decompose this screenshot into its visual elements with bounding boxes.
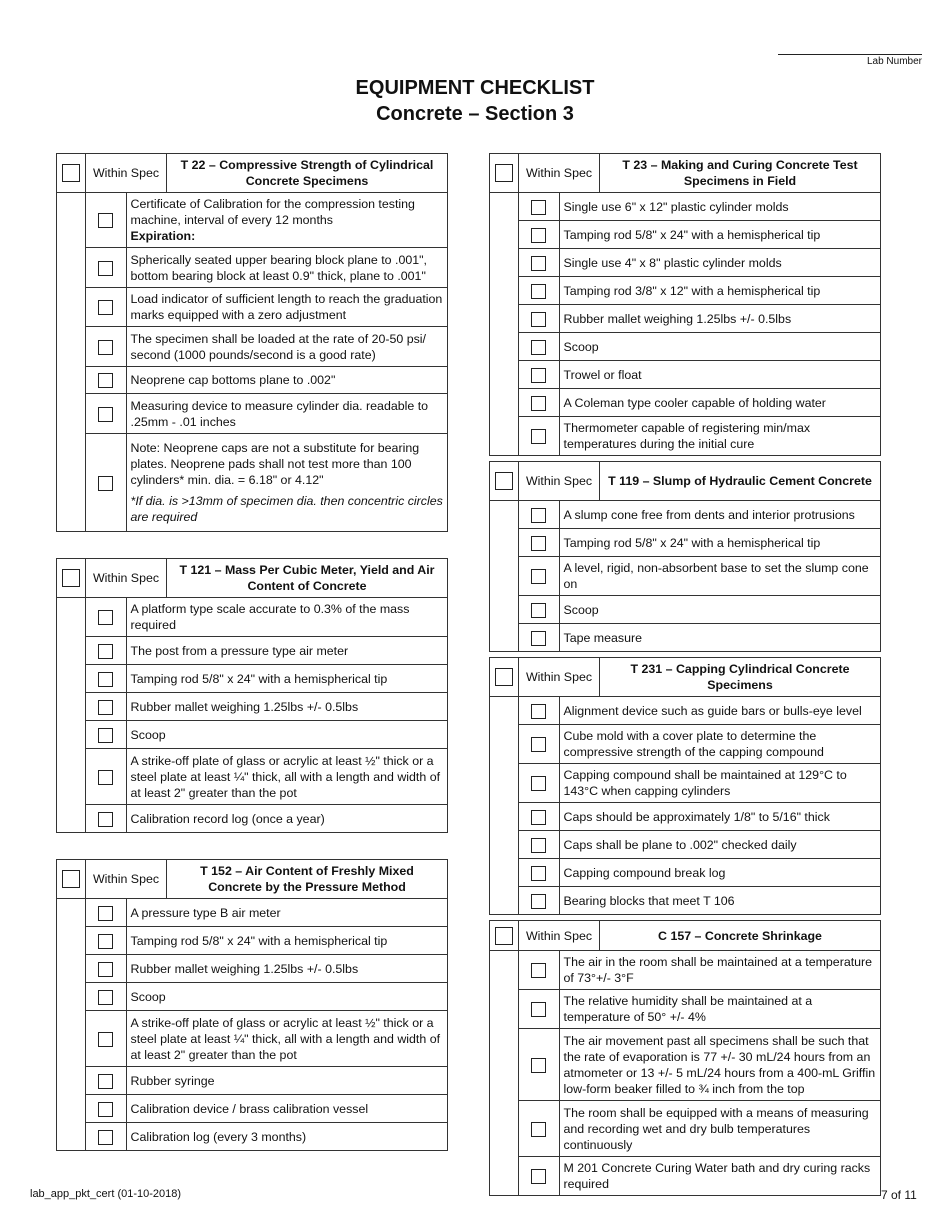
within-spec-label: Within Spec [86,154,167,193]
item-checkbox[interactable] [98,962,113,977]
checklist-item: M 201 Concrete Curing Water bath and dry curing racks required [559,1157,881,1196]
within-spec-label: Within Spec [519,658,600,697]
checklist-item: Neoprene cap bottoms plane to .002" [126,367,448,394]
checklist-item: Tamping rod 5/8" x 24" with a hemispherical tip [559,221,881,249]
item-checkbox[interactable] [98,700,113,715]
within-spec-label: Within Spec [86,860,167,899]
section-t231-checkbox[interactable] [495,668,513,686]
item-checkbox[interactable] [98,213,113,228]
checklist-item: Scoop [559,596,881,624]
item-checkbox[interactable] [531,963,546,978]
within-spec-label: Within Spec [86,559,167,598]
checklist-item: A strike-off plate of glass or acrylic at least ½" thick or a steel plate at least ¼" thick, all with a length and width of at least 2" greater than the pot [126,1011,448,1067]
checklist-item: Alignment device such as guide bars or bulls-eye level [559,697,881,725]
checklist-item: Caps should be approximately 1/8" to 5/16" thick [559,803,881,831]
item-checkbox[interactable] [531,368,546,383]
checklist-item: Scoop [126,721,448,749]
item-checkbox[interactable] [531,810,546,825]
checklist-item: A strike-off plate of glass or acrylic at least ½" thick or a steel plate at least ¼" thick, all with a length and width of at least 2" greater than the pot [126,749,448,805]
checklist-item: Calibration log (every 3 months) [126,1123,448,1151]
section-t22-checkbox[interactable] [62,164,80,182]
section-t23-title: T 23 – Making and Curing Concrete Test Specimens in Field [600,154,881,193]
checklist-item: Rubber mallet weighing 1.25lbs +/- 0.5lbs [126,693,448,721]
checklist-item: The room shall be equipped with a means of measuring and recording wet and dry bulb temperatures continuously [559,1101,881,1157]
item-checkbox[interactable] [531,429,546,444]
checklist-item: Tape measure [559,624,881,652]
checklist-item: The air movement past all specimens shall be such that the rate of evaporation is 77 +/- 30 mL/24 hours from an atmometer or 13 +/- 5 mL/24 hours from a 400-mL Griffin low-form beaker filled to ¾ inch from the top [559,1029,881,1101]
item-checkbox[interactable] [98,261,113,276]
item-checkbox[interactable] [98,906,113,921]
checklist-item: Tamping rod 5/8" x 24" with a hemispherical tip [559,529,881,557]
checklist-item: Single use 6" x 12" plastic cylinder molds [559,193,881,221]
item-checkbox[interactable] [531,737,546,752]
section-c157-title: C 157 – Concrete Shrinkage [600,921,881,951]
checklist-item: Certificate of Calibration for the compression testing machine, interval of every 12 months Expiration: [126,193,448,248]
checklist-item: Scoop [559,333,881,361]
section-t22-title: T 22 – Compressive Strength of Cylindrical Concrete Specimens [167,154,448,193]
item-checkbox[interactable] [98,407,113,422]
item-checkbox[interactable] [531,569,546,584]
checklist-item: A level, rigid, non-absorbent base to set the slump cone on [559,557,881,596]
checklist-item: Load indicator of sufficient length to reach the graduation marks equipped with a zero adjustment [126,288,448,327]
section-t119 [489,461,881,652]
section-t152 [56,859,448,1151]
section-c157 [489,920,881,1196]
item-checkbox[interactable] [531,776,546,791]
item-checkbox[interactable] [531,894,546,909]
section-t231-title: T 231 – Capping Cylindrical Concrete Specimens [600,658,881,697]
item-checkbox[interactable] [98,1032,113,1047]
section-t231 [489,657,881,915]
item-checkbox[interactable] [98,990,113,1005]
within-spec-label: Within Spec [519,462,600,501]
checklist-item: Rubber mallet weighing 1.25lbs +/- 0.5lbs [126,955,448,983]
page-subtitle: Concrete – Section 3 [376,103,574,125]
checklist-item: Thermometer capable of registering min/max temperatures during the initial cure [559,417,881,456]
checklist-item: The air in the room shall be maintained at a temperature of 73°+/- 3°F [559,951,881,990]
item-checkbox[interactable] [531,838,546,853]
form-id: lab_app_pkt_cert (01-10-2018) [30,1188,182,1200]
item-checkbox[interactable] [531,631,546,646]
checklist-item: A slump cone free from dents and interior protrusions [559,501,881,529]
item-checkbox[interactable] [98,373,113,388]
item-checkbox[interactable] [98,672,113,687]
item-checkbox[interactable] [531,603,546,618]
checklist-item: Measuring device to measure cylinder dia. readable to .25mm - .01 inches [126,394,448,434]
item-checkbox[interactable] [98,644,113,659]
checklist-item: Calibration record log (once a year) [126,805,448,833]
item-checkbox[interactable] [531,396,546,411]
item-checkbox[interactable] [531,536,546,551]
section-t119-checkbox[interactable] [495,472,513,490]
checklist-item: Note: Neoprene caps are not a substitute for bearing plates. Neoprene pads shall not test more than 100 cylinders* min. dia. = 6.18" or 4.12" *If dia. is >13mm of specimen dia. then concentric circles are required [126,434,448,532]
item-checkbox[interactable] [531,228,546,243]
section-t23-checkbox[interactable] [495,164,513,182]
item-checkbox[interactable] [531,1122,546,1137]
checklist-item: Capping compound shall be maintained at 129°C to 143°C when capping cylinders [559,764,881,803]
checklist-item: Calibration device / brass calibration vessel [126,1095,448,1123]
page-title: EQUIPMENT CHECKLIST [355,77,595,99]
lab-number-line[interactable] [778,54,922,55]
item-checkbox[interactable] [98,1130,113,1145]
item-checkbox[interactable] [98,340,113,355]
item-checkbox[interactable] [531,256,546,271]
section-t121 [56,558,448,833]
item-checkbox[interactable] [98,476,113,491]
checklist-item: A Coleman type cooler capable of holding water [559,389,881,417]
checklist-item: Caps shall be plane to .002" checked daily [559,831,881,859]
section-c157-checkbox[interactable] [495,927,513,945]
item-checkbox[interactable] [531,704,546,719]
item-checkbox[interactable] [531,340,546,355]
item-checkbox[interactable] [98,812,113,827]
left-column [56,153,448,1151]
item-checkbox[interactable] [98,1102,113,1117]
item-checkbox[interactable] [531,1169,546,1184]
item-checkbox[interactable] [531,312,546,327]
checklist-item: Trowel or float [559,361,881,389]
item-checkbox[interactable] [98,728,113,743]
checklist-item: Rubber syringe [126,1067,448,1095]
item-checkbox[interactable] [531,866,546,881]
checklist-item: The specimen shall be loaded at the rate of 20-50 psi/ second (1000 pounds/second is a good rate) [126,327,448,367]
section-t121-title: T 121 – Mass Per Cubic Meter, Yield and Air Content of Concrete [167,559,448,598]
within-spec-label: Within Spec [519,154,600,193]
item-checkbox[interactable] [98,934,113,949]
checklist-item: The relative humidity shall be maintained at a temperature of 50° +/- 4% [559,990,881,1029]
section-t22 [56,153,448,532]
checklist-item: Single use 4" x 8" plastic cylinder molds [559,249,881,277]
item-checkbox[interactable] [98,1074,113,1089]
checklist-item: Cube mold with a cover plate to determine the compressive strength of the capping compound [559,725,881,764]
item-checkbox[interactable] [531,1002,546,1017]
item-checkbox[interactable] [98,770,113,785]
expiration-label: Expiration: [130,229,196,243]
checklist-item: Tamping rod 5/8" x 24" with a hemispherical tip [126,665,448,693]
right-column [489,153,881,1196]
lab-number-label: Lab Number [866,56,922,67]
section-t119-title: T 119 – Slump of Hydraulic Cement Concrete [600,462,881,501]
item-checkbox[interactable] [98,300,113,315]
item-checkbox[interactable] [531,508,546,523]
item-checkbox[interactable] [531,1058,546,1073]
checklist-item: A platform type scale accurate to 0.3% of the mass required [126,598,448,637]
item-checkbox[interactable] [531,200,546,215]
section-t121-checkbox[interactable] [62,569,80,587]
section-t152-title: T 152 – Air Content of Freshly Mixed Concrete by the Pressure Method [167,860,448,899]
checklist-item: Tamping rod 3/8" x 12" with a hemispherical tip [559,277,881,305]
page-number: 7 of 11 [881,1188,917,1202]
checklist-item: Rubber mallet weighing 1.25lbs +/- 0.5lbs [559,305,881,333]
checklist-item: Tamping rod 5/8" x 24" with a hemispherical tip [126,927,448,955]
item-checkbox[interactable] [98,610,113,625]
checklist-item: Scoop [126,983,448,1011]
checklist-item: Spherically seated upper bearing block plane to .001", bottom bearing block at least 0.9" thick, plane to .001" [126,248,448,288]
section-t152-checkbox[interactable] [62,870,80,888]
checklist-item: A pressure type B air meter [126,899,448,927]
note-italic: *If dia. is >13mm of specimen dia. then concentric circles are required [130,494,443,524]
item-checkbox[interactable] [531,284,546,299]
checklist-item: Bearing blocks that meet T 106 [559,887,881,915]
checklist-item: Capping compound break log [559,859,881,887]
checklist-item: The post from a pressure type air meter [126,637,448,665]
within-spec-label: Within Spec [519,921,600,951]
section-t23 [489,153,881,456]
